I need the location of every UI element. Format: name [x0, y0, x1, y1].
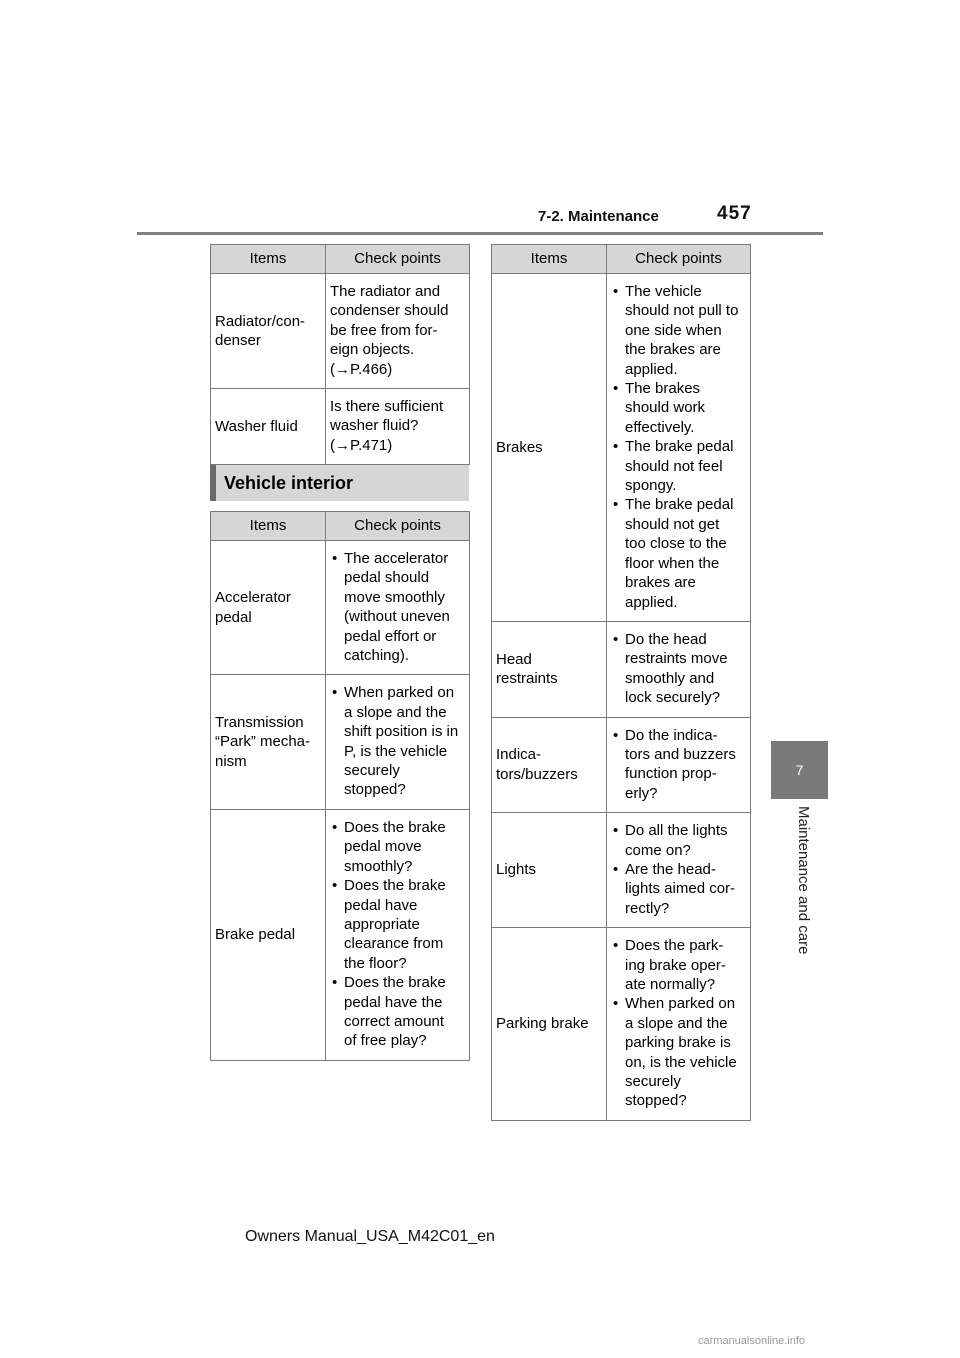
item-cell: Accelerator pedal — [211, 541, 326, 675]
check-point-item: • The accelerator pedal should move smoothly (without uneven pedal effort or catching). — [330, 549, 465, 665]
check-points-list — [330, 683, 465, 799]
check-point-item: • Do all the lights come on? — [611, 821, 746, 860]
table-row — [492, 717, 751, 813]
item-cell: Radiator/con- denser — [211, 274, 326, 389]
chapter-number: 7 — [795, 762, 804, 778]
check-point-item: • The brake pedal should not get too close to the floor when the brakes are applied. — [611, 495, 746, 611]
check-points-cell — [326, 809, 470, 1060]
item-cell: Transmission “Park” mecha- nism — [211, 675, 326, 809]
check-points-cell — [607, 274, 751, 622]
vehicle-interior-table-right — [491, 244, 751, 1121]
check-point-item: • Does the park- ing brake oper- ate normally? — [611, 936, 746, 994]
item-cell: Head restraints — [492, 621, 607, 717]
check-points-header: Check points — [607, 245, 751, 274]
vehicle-interior-table-left — [210, 511, 470, 1061]
check-points-list — [611, 630, 746, 708]
check-points-cell: Is there sufficient washer fluid? (→P.471) — [326, 389, 470, 465]
table-row — [211, 809, 470, 1060]
check-point-item: • When parked on a slope and the shift position is in P, is the vehicle securely stopped? — [330, 683, 465, 799]
header-divider — [137, 232, 823, 235]
check-points-list — [611, 821, 746, 918]
check-points-list — [330, 549, 465, 665]
check-point-item: • Are the head- lights aimed cor- rectly? — [611, 860, 746, 918]
chapter-label: Maintenance and care — [795, 806, 812, 955]
table-row — [211, 389, 470, 465]
check-point-item: • The brakes should work effectively. — [611, 379, 746, 437]
table-header-row — [211, 245, 470, 274]
section-title-bar — [210, 465, 469, 501]
item-cell: Brake pedal — [211, 809, 326, 1060]
check-point-item: • Does the brake pedal have appropriate clearance from the floor? — [330, 876, 465, 973]
table-row — [492, 928, 751, 1121]
table-row — [211, 675, 470, 809]
check-point-item: • When parked on a slope and the parking brake is on, is the vehicle securely stopped? — [611, 994, 746, 1110]
engine-compartment-table — [210, 244, 470, 465]
item-cell: Lights — [492, 813, 607, 928]
check-point-item: • Do the indica- tors and buzzers function prop- erly? — [611, 726, 746, 804]
check-points-list — [330, 818, 465, 1051]
check-point-item: • Does the brake pedal have the correct amount of free play? — [330, 973, 465, 1051]
item-cell: Brakes — [492, 274, 607, 622]
table-row — [211, 274, 470, 389]
table-row — [492, 813, 751, 928]
table-row — [492, 621, 751, 717]
check-points-cell — [326, 675, 470, 809]
check-points-list — [611, 282, 746, 612]
manual-footer: Owners Manual_USA_M42C01_en — [245, 1228, 495, 1245]
check-point-item: • The brake pedal should not feel spongy. — [611, 437, 746, 495]
items-header: Items — [492, 245, 607, 274]
section-heading: 7-2. Maintenance — [538, 208, 659, 225]
table-row — [492, 274, 751, 622]
check-points-cell — [607, 928, 751, 1121]
check-point-item: • Do the head restraints move smoothly and lock securely? — [611, 630, 746, 708]
items-header: Items — [211, 512, 326, 541]
items-header: Items — [211, 245, 326, 274]
check-points-cell: The radiator and condenser should be free from for- eign objects. (→P.466) — [326, 274, 470, 389]
chapter-tab — [771, 741, 828, 799]
section-title: Vehicle interior — [224, 472, 354, 493]
check-points-cell — [607, 717, 751, 813]
table-header-row — [492, 245, 751, 274]
table-row — [211, 541, 470, 675]
item-cell: Washer fluid — [211, 389, 326, 465]
check-points-header: Check points — [326, 512, 470, 541]
page-number: 457 — [717, 203, 752, 224]
table-header-row — [211, 512, 470, 541]
check-point-item: • Does the brake pedal move smoothly? — [330, 818, 465, 876]
check-points-cell — [326, 541, 470, 675]
item-cell: Parking brake — [492, 928, 607, 1121]
check-points-cell — [607, 813, 751, 928]
check-points-header: Check points — [326, 245, 470, 274]
item-cell: Indica- tors/buzzers — [492, 717, 607, 813]
check-points-list — [611, 726, 746, 804]
check-points-list — [611, 936, 746, 1111]
check-points-cell — [607, 621, 751, 717]
watermark: carmanualsonline.info — [698, 1335, 806, 1347]
check-point-item: • The vehicle should not pull to one side when the brakes are applied. — [611, 282, 746, 379]
